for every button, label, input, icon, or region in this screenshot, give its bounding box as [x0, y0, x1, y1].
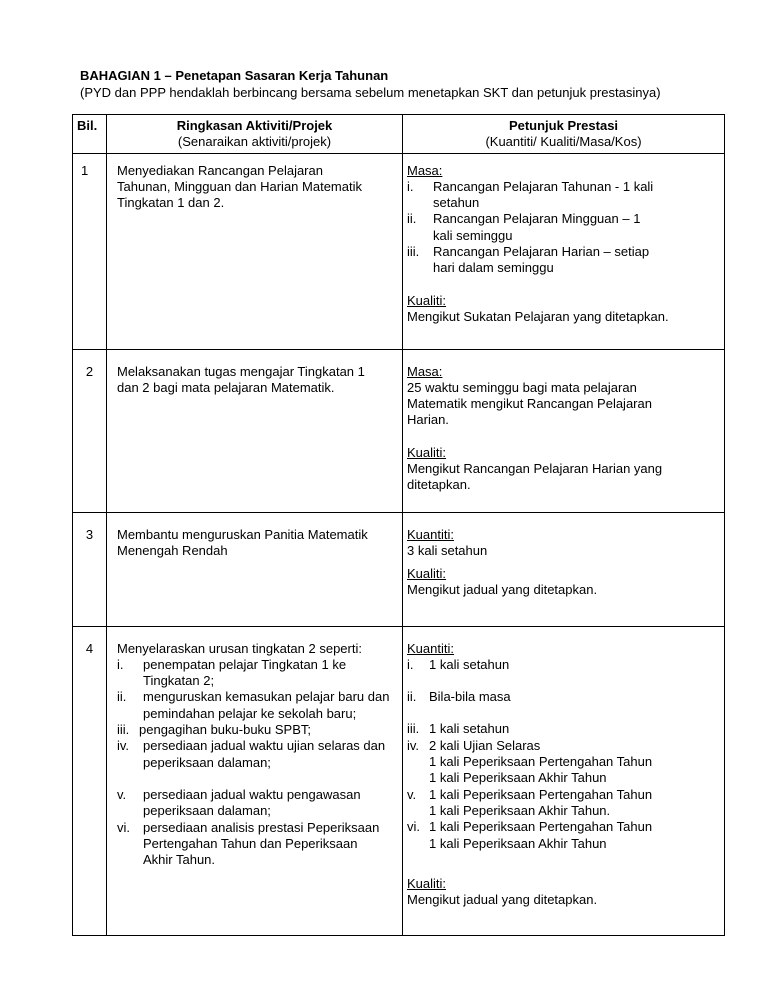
list-item	[407, 244, 720, 277]
section-subtitle: (PYD dan PPP hendaklah berbincang bersama sebelum menetapkan SKT dan petunjuk prestasinya)	[80, 85, 661, 100]
row-number: 3	[73, 512, 107, 626]
list-text: Akhir Tahun.	[143, 852, 216, 868]
kualiti-label: Kualiti:	[407, 566, 447, 582]
list-text: Bila-bila masa	[429, 689, 511, 705]
list-text: Pertengahan Tahun dan Peperiksaan	[143, 835, 358, 851]
list-item	[407, 738, 720, 787]
list-marker: v.	[407, 786, 417, 802]
list-text: menguruskan kemasukan pelajar baru dan	[143, 689, 390, 705]
list-marker: ii.	[407, 211, 417, 227]
list-item	[117, 689, 398, 722]
table-row	[73, 153, 725, 349]
list-marker: iii.	[117, 722, 130, 738]
header-petunjuk-title: Petunjuk Prestasi	[508, 118, 619, 133]
list-item	[407, 657, 720, 673]
list-marker: v.	[117, 786, 127, 802]
activity-line: Tahunan, Mingguan dan Harian Matematik	[117, 178, 362, 194]
list-marker: i.	[407, 656, 414, 672]
list-text: 1 kali setahun	[429, 656, 510, 672]
kuantiti-label: Kuantiti:	[407, 526, 454, 542]
table-row	[73, 512, 725, 626]
list-marker: iii.	[407, 721, 420, 737]
list-text: 1 kali Peperiksaan Akhir Tahun.	[429, 802, 611, 818]
table-row	[73, 626, 725, 935]
indicator-cell	[403, 512, 725, 626]
list-marker: vi.	[407, 819, 420, 835]
activity-intro: Menyelaraskan urusan tingkatan 2 seperti:	[117, 640, 362, 656]
list-item	[407, 721, 720, 737]
list-text: Rancangan Pelajaran Mingguan – 1	[433, 211, 641, 227]
list-marker: ii.	[117, 689, 127, 705]
indicator-cell	[403, 349, 725, 512]
list-item	[117, 657, 398, 690]
masa-text: Harian.	[407, 412, 449, 428]
list-item	[407, 179, 720, 212]
list-marker: iii.	[407, 244, 420, 260]
list-text: pemindahan pelajar ke sekolah baru;	[143, 705, 357, 721]
list-item	[407, 689, 720, 705]
list-text: persediaan jadual waktu pengawasan	[143, 786, 361, 802]
activity-line: Membantu menguruskan Panitia Matematik	[117, 526, 368, 542]
list-text: 2 kali Ujian Selaras	[429, 737, 541, 753]
header-ringkasan-sub: (Senaraikan aktiviti/projek)	[177, 134, 332, 150]
list-marker: ii.	[407, 689, 417, 705]
activity-line: dan 2 bagi mata pelajaran Matematik.	[117, 379, 335, 395]
kuantiti-label: Kuantiti:	[407, 640, 454, 656]
list-text: penempatan pelajar Tingkatan 1 ke	[143, 656, 347, 672]
list-item	[407, 211, 720, 244]
list-text: hari dalam seminggu	[433, 260, 554, 276]
list-text: persediaan analisis prestasi Peperiksaan	[143, 819, 380, 835]
list-text: setahun	[433, 195, 480, 211]
indicator-cell	[403, 626, 725, 935]
activity-line: Melaksanakan tugas mengajar Tingkatan 1	[117, 363, 365, 379]
table-header-row	[73, 115, 725, 154]
row-number: 1	[73, 153, 107, 349]
activity-line: Tingkatan 1 dan 2.	[117, 195, 225, 211]
row-number: 4	[73, 626, 107, 935]
kualiti-text: Mengikut jadual yang ditetapkan.	[407, 582, 598, 598]
header-ringkasan-title: Ringkasan Aktiviti/Projek	[176, 118, 333, 133]
list-item	[117, 738, 398, 771]
list-text: 1 kali setahun	[429, 721, 510, 737]
activity-cell	[107, 153, 403, 349]
kualiti-label: Kualiti:	[407, 875, 447, 891]
activity-line: Menengah Rendah	[117, 542, 228, 558]
list-text: Tingkatan 2;	[143, 673, 215, 689]
header-bil: Bil.	[73, 115, 107, 154]
list-item	[407, 819, 720, 852]
masa-text: 25 waktu seminggu bagi mata pelajaran	[407, 379, 637, 395]
list-text: 1 kali Peperiksaan Pertengahan Tahun	[429, 819, 653, 835]
list-marker: vi.	[117, 819, 130, 835]
indicator-cell	[403, 153, 725, 349]
list-item	[407, 787, 720, 820]
list-text: Rancangan Pelajaran Tahunan - 1 kali	[433, 178, 654, 194]
list-text: kali seminggu	[433, 227, 513, 243]
section-title: BAHAGIAN 1 – Penetapan Sasaran Kerja Tahunan	[80, 68, 389, 83]
skt-table	[72, 114, 725, 936]
header-ringkasan	[107, 115, 403, 154]
header-petunjuk	[403, 115, 725, 154]
list-text: peperiksaan dalaman;	[143, 803, 271, 819]
list-text: persediaan jadual waktu ujian selaras dan	[143, 738, 386, 754]
list-marker: i.	[117, 656, 124, 672]
list-item	[117, 820, 398, 869]
list-text: 1 kali Peperiksaan Akhir Tahun	[429, 835, 607, 851]
list-text: 1 kali Peperiksaan Pertengahan Tahun	[429, 786, 653, 802]
masa-label: Masa:	[407, 363, 443, 379]
list-text: 1 kali Peperiksaan Akhir Tahun	[429, 770, 607, 786]
kualiti-text: Mengikut jadual yang ditetapkan.	[407, 892, 598, 908]
row-number: 2	[73, 349, 107, 512]
kualiti-text: Mengikut Sukatan Pelajaran yang ditetapkan.	[407, 308, 669, 324]
list-text: 1 kali Peperiksaan Pertengahan Tahun	[429, 754, 653, 770]
list-item	[117, 787, 398, 820]
list-item	[117, 722, 398, 738]
kualiti-text: ditetapkan.	[407, 477, 471, 493]
kualiti-label: Kualiti:	[407, 292, 447, 308]
kualiti-text: Mengikut Rancangan Pelajaran Harian yang	[407, 461, 663, 477]
list-marker: iv.	[407, 737, 420, 753]
list-text: pengagihan buku-buku SPBT;	[139, 722, 312, 738]
table-row	[73, 349, 725, 512]
masa-label: Masa:	[407, 162, 443, 178]
kualiti-label: Kualiti:	[407, 444, 447, 460]
list-marker: i.	[407, 178, 414, 194]
list-text: Rancangan Pelajaran Harian – setiap	[433, 244, 650, 260]
masa-text: Matematik mengikut Rancangan Pelajaran	[407, 396, 652, 412]
activity-cell	[107, 349, 403, 512]
header-petunjuk-sub: (Kuantiti/ Kualiti/Masa/Kos)	[485, 134, 642, 150]
kuantiti-text: 3 kali setahun	[407, 542, 488, 558]
activity-cell	[107, 512, 403, 626]
list-marker: iv.	[117, 738, 130, 754]
activity-line: Menyediakan Rancangan Pelajaran	[117, 162, 323, 178]
activity-cell	[107, 626, 403, 935]
list-text: peperiksaan dalaman;	[143, 754, 271, 770]
